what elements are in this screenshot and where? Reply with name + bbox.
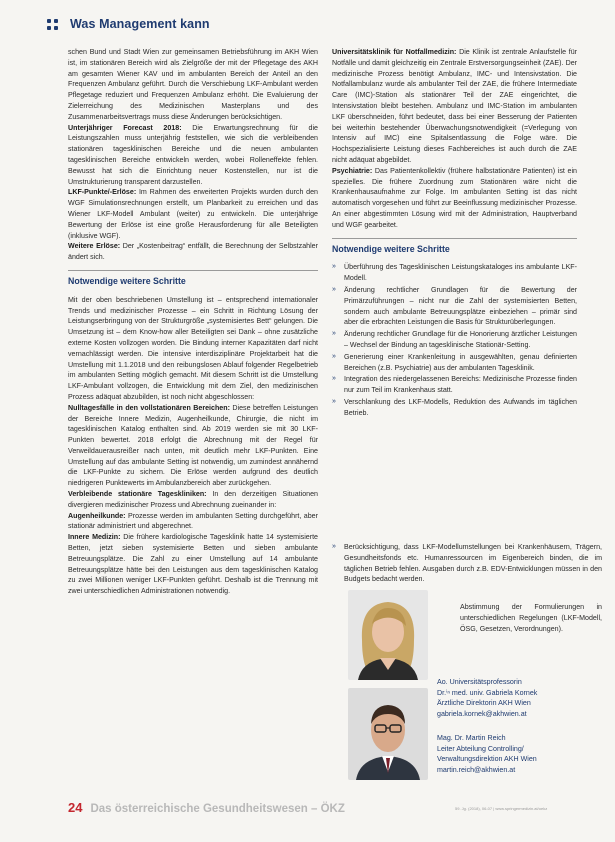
author-role: Ärztliche Direktorin AKH Wien	[437, 699, 531, 707]
left-column	[68, 47, 318, 597]
portrait-man-image	[348, 688, 428, 780]
portrait-woman-image	[348, 590, 428, 680]
paragraph: Mit der oben beschriebenen Umstellung ist – entsprechend internationaler Trends und medizinischer Prozesse – ein Schritt in Richtung Lösung der Leistungserbringung von der Strukturgröße „systemisiertes Bett“ gelungen. Die Umsetzung ist – dem Know-how aller Beteiligten sei Dank – ohne zusätzliche externe Kosten vollzogen worden. Die Bindung interner Kapazitäten darf nicht vernachlässigt werden. Die intensive interdisziplinäre Projektarbeit hat die Umstellung mit 1.1.2018 und den reibungslosen Ablauf folgender Regelbetrieb im ambulanten Setting möglich gemacht. Mit diesem Schritt ist die Umstellung LKF-Ambulant vollzogen, die Entwicklung mit dem Ziel, den medizinischen Prozess adäquat abzubilden, ist noch nicht abgeschlossen:	[68, 295, 318, 401]
author-name: Dr.ⁱⁿ med. univ. Gabriela Kornek	[437, 688, 538, 697]
right-column	[332, 47, 577, 420]
list-item: » Änderung rechtlicher Grundlagen für die Bewertung der Primärzuführungen – nicht nur die Zahl der systemisierten Betten, sondern auch ambulante Betreuungsplätze einbeziehen – primär sind aber die erbrachten Leistungen die Basis für Strukturüberlegungen.	[332, 285, 577, 328]
paragraph: Universitätsklinik für Notfallmedizin: Die Klinik ist zentrale Anlaufstelle für Notfälle und damit gleichzeitig ein Zentrale Erstversorgungseinheit (ZAE). Der medizinische Prozess benötigt Ambulanz, IMC- und Intensivstation. Die Notfallambulanz wurde als ambulanter Teil der ZAE, die frühere Intermediate Care (IMC)-Station als stationärer Teil der ZAE eingerichtet, die Intensivstation bleibt bestehen. Ambulanz und IMC-Station im ambulanten LKF überschneiden, führt bedeutet, dass bei einer Besserung der Patienten bei weiterhin bestehender Überwachungsnotwendigkeit (=Verlegung von Intensiv auf IMC) eine Spitalsentlassung die Folge wäre. Die Hochspezialisierte Leistung dieses Fachbereiches ist auch durch die ZAE nicht adäquat abgebildet.	[332, 48, 577, 164]
footer-meta: 59. Jg. (2018), 06-07 | www.springermedizin.at/oekz	[455, 806, 548, 811]
page-header	[47, 17, 210, 31]
list-item: » Berücksichtigung, dass LKF-Modellumstellungen bei Krankenhäusern, Trägern, Gesundheitsfonds etc. Humanressourcen im Eigenbereich binden, die im täglichen Betrieb fehlen. Ausgaben durch z.B. EDV-Entwicklungen müssen in den Budgets bedacht werden.	[332, 542, 602, 585]
paragraph: Psychiatrie: Das Patientenkollektiv (frühere halbstationäre Patienten) ist ein spezielles. Die frühere Zuordnung zum Stationären wäre nicht die Krankenhausaufnahme zur Folge. Im ambulanten Setting ist das nicht automatisch vorgesehen und führt zur Beeinflussung medizinischer Prozesse. An einer abgestimmten Lösung wird mit der Administration, Hauptverband und WGF gearbeitet.	[332, 166, 577, 229]
list-item: » Integration des niedergelassenen Bereichs: Medizinische Prozesse finden nur zum Teil im Krankenhaus statt.	[332, 374, 577, 396]
author-photo-2	[348, 688, 428, 780]
paragraph: LKF-Punkte/-Erlöse: Im Rahmen des erweiterten Projekts wurden durch den WGF Simulationsrechnungen erstellt, um Planbarkeit zu erreichen und das Wiener LKF-Modell Ambulant (weiter) zu entwickeln. Die unterjährige Bewertung der Erlöse ist eine große Herausforderung für alle Beteiligten (inklusive WGF).	[68, 188, 318, 240]
paragraph: Weitere Erlöse: Der „Kostenbeitrag“ entfällt, die Berechnung der Selbstzahler ändert sich.	[68, 242, 318, 262]
paragraph: Innere Medizin: Die frühere kardiologische Tagesklinik hatte 14 systemisierte Betten, jetzt sieben systemisierte Betten und sieben ambulante Betreuungsplätze. Die Zahl zu einer Umstellung auf 14 ambulante Betreuungsplätze hätte bei den Leistungen aus dem tagesklinischen Katalog zu zwei Millionen weniger LKF-Punkten geführt. Deshalb ist die Trennung mit zwei unterschiedlichen Administrationen notwendig.	[68, 533, 319, 596]
magazine-title: Das österreichische Gesundheitswesen – ÖKZ	[90, 803, 345, 815]
paragraph: Verbleibende stationäre Tageskliniken: In den derzeitigen Situationen divergieren medizinischer Prozess und Abrechnung zueinander in:	[68, 490, 318, 509]
steps-list	[332, 262, 577, 418]
divider	[332, 238, 577, 239]
steps-list-continued	[332, 542, 602, 585]
author-role: Leiter Abteilung Controlling/	[437, 744, 524, 753]
author-name: Mag. Dr. Martin Reich	[437, 734, 506, 742]
author-caption-2	[437, 733, 607, 775]
sub-list	[440, 602, 602, 634]
author-photo-1	[348, 590, 428, 680]
paragraph: Nulltagesfälle in den vollstationären Bereichen: Diese betreffen Leistungen der Bereiche Innere Medizin, Augenheilkunde, Chirurgie, die nicht im tagesklinischen Katalog enthalten sind. Ab 2019 werden sie mit 30 LKF-Punkten bewertet. 2018 erfolgt die Abrechnung mit der Regel für Verweildauerausreißer nach unten, mit deutlich mehr LKF-Punkten. Eine Umstellung auf das ambulante Setting ist notwendig, um zumindest annähernd die LKF-Punkte zu sichern. Die Erlöse werden aufgrund des deutlich niedrigeren Punktewerts im Ambulanzbereich aber zurückgehen.	[68, 403, 318, 488]
paragraph: Unterjähriger Forecast 2018: Die Erwartungsrechnung für die Leistungszahlen muss unterjährig feststellen, wie sich die verbleibenden stationären tagesklinischen Bereiche und die neuen ambulanten tagesklinischen Bereiche entwickeln werden, wobei Rolleneffekte fehlen. Bewusst hat sich die Einrichtung neuer Kostenstellen, nur ist die Umstrukturierung transparent darzustellen.	[68, 123, 319, 186]
list-item: » Überführung des Tagesklinischen Leistungskataloges ins ambulante LKF-Modell.	[332, 262, 577, 284]
page-footer	[68, 800, 345, 815]
right-column-lower	[332, 542, 602, 586]
list-item: » Generierung einer Krankenleitung in ausgewählten, genau definierten Bereichen (z.B. Psychiatrie) aus der ambulanten Tagesklinik.	[332, 352, 577, 374]
divider	[68, 270, 318, 271]
list-item: » Änderung rechtlicher Grundlage für die Honorierung ärztlicher Leistungen – Wechsel der Bindung an tagesklinische Stationär-Setting.	[332, 329, 577, 351]
author-title: Ao. Universitätsprofessorin	[437, 678, 522, 686]
author-email[interactable]: martin.reich@akhwien.at	[437, 765, 516, 774]
list-item: Abstimmung der Formulierungen in unterschiedlichen Regelungen (LKF-Modell, ÖSG, Gesetzen, Verordnungen).	[460, 603, 602, 633]
paragraph: Augenheilkunde: Prozesse werden im ambulanten Setting durchgeführt, aber stationär administriert und abgerechnet.	[68, 511, 318, 531]
page-number: 24	[68, 800, 83, 815]
author-caption-1	[437, 677, 607, 719]
section-heading: Notwendige weitere Schritte	[332, 243, 450, 254]
sub-list-wrap	[440, 602, 602, 634]
paragraph: schen Bund und Stadt Wien zur gemeinsamen Betriebsführung im AKH Wien ist, im stationären Bereich wird als Zielgröße der mit der Pflegetage des AKH am gesamten Wiener KAV und im ambulanten Bereich der Anteil an den Frequenzen Ambulanz geführt. Durch die Verschiebung LKF-Ambulant werden Pflegetage reduziert und Frequenzen Ambulanz erhöht. Die Evaluierung der Zielerreichung des Medizinischen Masterplans und des Zusammenarbeitsvertrags muss diese Änderungen berücksichtigen.	[68, 48, 318, 121]
author-role: Verwaltungsdirektion AKH Wien	[437, 755, 537, 763]
grid-dots-icon	[47, 19, 58, 30]
section-title: Was Management kann	[70, 17, 210, 31]
list-item: » Verschlankung des LKF-Modells, Reduktion des Aufwands im täglichen Betrieb.	[332, 397, 577, 419]
section-heading: Notwendige weitere Schritte	[68, 275, 186, 286]
author-email[interactable]: gabriela.kornek@akhwien.at	[437, 709, 527, 718]
